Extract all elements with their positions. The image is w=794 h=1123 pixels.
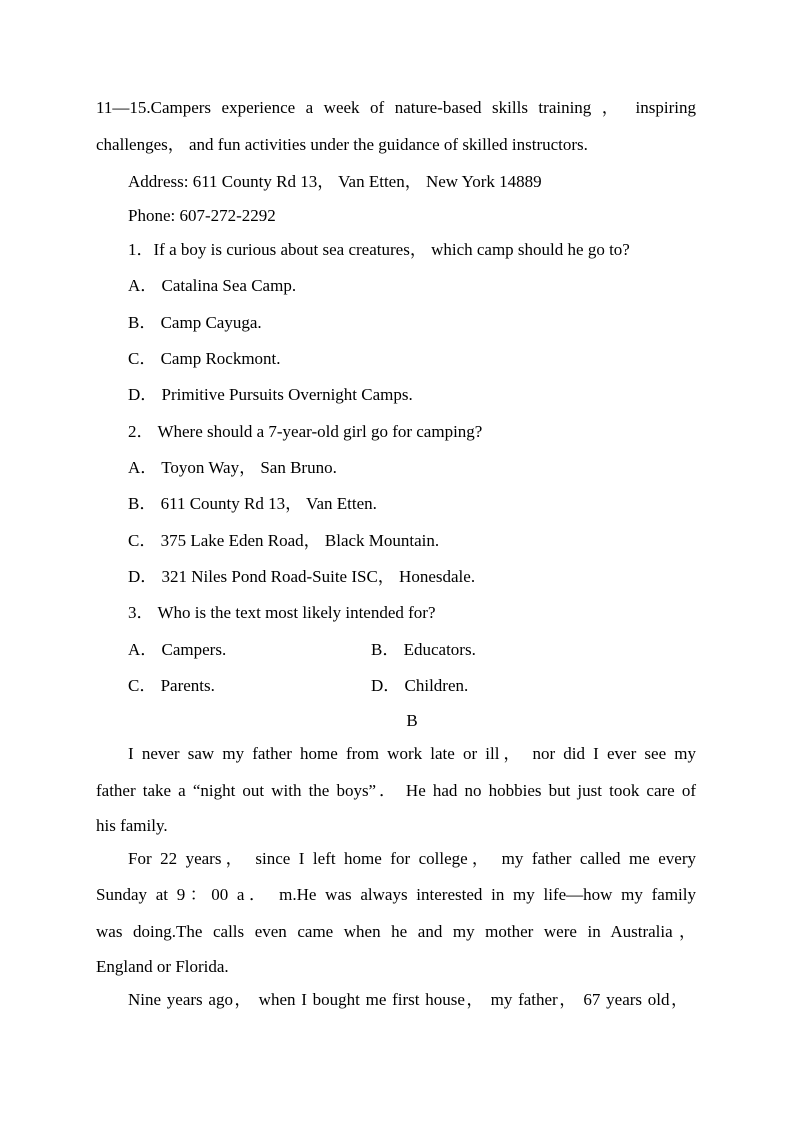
camp-phone: Phone: 607-272-2292 xyxy=(128,206,276,225)
passage-p1-line-3: his family. xyxy=(96,816,168,835)
question-1-option-d: D． Primitive Pursuits Overnight Camps. xyxy=(128,385,413,404)
question-2-option-c: C． 375 Lake Eden Road， Black Mountain. xyxy=(128,531,440,550)
question-1-stem: 1．If a boy is curious about sea creatures， which camp should he go to? xyxy=(128,240,630,259)
question-2-stem: 2． Where should a 7-year-old girl go for camping? xyxy=(128,422,483,441)
question-3-option-d: D． Children. xyxy=(371,676,469,695)
question-3-option-c: C． Parents. xyxy=(128,676,215,695)
question-2-option-d: D． 321 Niles Pond Road-Suite ISC， Honesdale. xyxy=(128,567,476,586)
intro-line-2: challenges， and fun activities under the guidance of skilled instructors. xyxy=(96,135,588,154)
question-1-option-c: C． Camp Rockmont. xyxy=(128,349,281,368)
question-1-option-a: A． Catalina Sea Camp. xyxy=(128,276,297,295)
section-heading: B xyxy=(406,711,418,730)
passage-p3-line-1: Nine years ago， when I bought me first house， my father， 67 years old， xyxy=(128,990,688,1009)
question-3-option-a: A． Campers. xyxy=(128,640,227,659)
intro-line-1: 11—15.Campers experience a week of nature-based skills training ， inspiring xyxy=(96,98,696,117)
question-2-option-b: B． 611 County Rd 13， Van Etten. xyxy=(128,494,377,513)
passage-p1-line-2: father take a “night out with the boys”． He had no hobbies but just took care of xyxy=(96,781,696,800)
camp-address: Address: 611 County Rd 13， Van Etten， New York 14889 xyxy=(128,172,542,191)
passage-p2-line-1: For 22 years， since I left home for college， my father called me every xyxy=(128,849,696,868)
passage-p2-line-4: England or Florida. xyxy=(96,957,229,976)
question-1-option-b: B． Camp Cayuga. xyxy=(128,313,262,332)
passage-p2-line-2: Sunday at 9：00 a． m.He was always interested in my life—how my family xyxy=(96,885,696,904)
question-3-stem: 3． Who is the text most likely intended for? xyxy=(128,603,436,622)
question-3-option-b: B． Educators. xyxy=(371,640,476,659)
passage-p1-line-1: I never saw my father home from work late or ill， nor did I ever see my xyxy=(128,744,696,763)
question-2-option-a: A． Toyon Way， San Bruno. xyxy=(128,458,337,477)
passage-p2-line-3: was doing.The calls even came when he and my mother were in Australia， xyxy=(96,922,696,941)
